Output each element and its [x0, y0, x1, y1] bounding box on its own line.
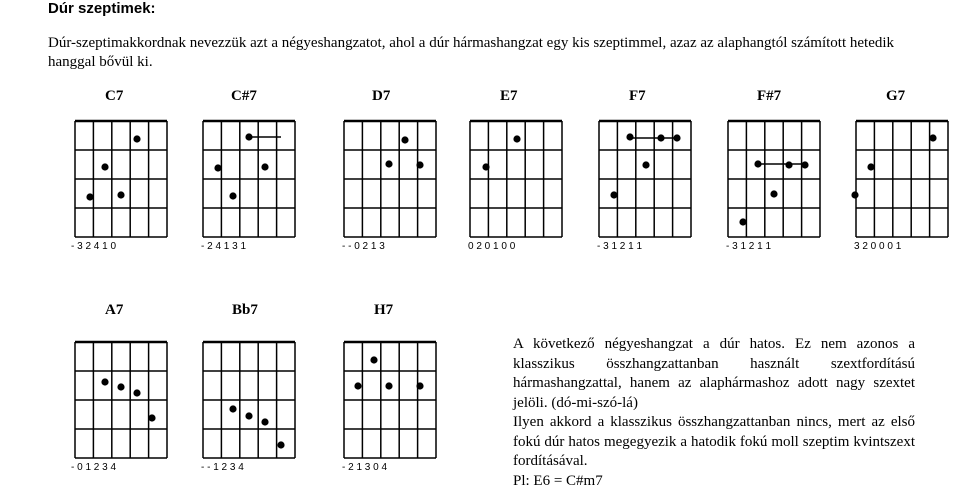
finger-dot: [754, 160, 761, 167]
finger-dot: [385, 382, 392, 389]
dur-hatos-paragraph: [513, 335, 915, 491]
finger-dot: [148, 414, 155, 421]
finger-dot: [867, 163, 874, 170]
finger-dot: [416, 161, 423, 168]
fingering-c7: - 3 2 4 1 0: [71, 241, 116, 252]
finger-dot: [229, 405, 236, 412]
finger-dot: [657, 134, 664, 141]
chord-name-c7: C7: [105, 88, 123, 105]
finger-dot: [626, 133, 633, 140]
finger-dot: [229, 192, 236, 199]
chord-name-h7: H7: [374, 302, 393, 319]
fretboard: [344, 342, 436, 458]
finger-dot: [86, 193, 93, 200]
finger-dot: [354, 382, 361, 389]
fingering-g7: 3 2 0 0 0 1: [854, 241, 901, 252]
finger-dot: [277, 441, 284, 448]
chord-name-fsharp7: F#7: [757, 88, 781, 105]
chord-name-f7: F7: [629, 88, 646, 105]
chord-name-e7: E7: [500, 88, 518, 105]
finger-dot: [133, 389, 140, 396]
finger-dot: [642, 161, 649, 168]
chord-name-a7: A7: [105, 302, 123, 319]
finger-dot: [370, 356, 377, 363]
finger-dot: [513, 135, 520, 142]
fretboard: [344, 121, 436, 237]
intro-paragraph: Dúr-szeptimakkordnak nevezzük azt a négyeshangzatot, ahol a dúr hármashangzat egy kis szeptimmel, azaz az alaphangtól számított hetedik hanggal bővül ki.: [48, 34, 928, 72]
finger-dot: [245, 133, 252, 140]
chord-name-g7: G7: [886, 88, 905, 105]
fretboard: [203, 342, 295, 458]
chord-name-bb7: Bb7: [232, 302, 258, 319]
chord-name-csharp7: C#7: [231, 88, 257, 105]
finger-dot: [261, 418, 268, 425]
fingering-e7: 0 2 0 1 0 0: [468, 241, 515, 252]
fingering-bb7: - - 1 2 3 4: [201, 462, 244, 473]
fingering-h7: - 2 1 3 0 4: [342, 462, 387, 473]
finger-dot: [673, 134, 680, 141]
fingering-f7: - 3 1 2 1 1: [597, 241, 642, 252]
finger-dot: [117, 191, 124, 198]
chord-name-d7: D7: [372, 88, 390, 105]
finger-dot: [929, 134, 936, 141]
finger-dot: [401, 136, 408, 143]
finger-dot: [101, 378, 108, 385]
paragraph-line-2: Ilyen akkord a klasszikus összhangzattanban nincs, mert az első fokú dúr hatos megegyezik a hatodik fokú moll szeptim kvintszext fordításával.: [513, 413, 915, 472]
finger-dot: [261, 163, 268, 170]
fretboard: [75, 121, 167, 237]
finger-dot: [785, 161, 792, 168]
section-heading: Dúr szeptimek:: [48, 0, 156, 17]
finger-dot: [117, 383, 124, 390]
fingering-csharp7: - 2 4 1 3 1: [201, 241, 246, 252]
finger-dot: [245, 412, 252, 419]
paragraph-line-1: A következő négyeshangzat a dúr hatos. Ez nem azonos a klasszikus összhangzattanban használt szextfordítású hármashangzattal, hanem az alaphármashoz adott nagy szextet jelöli. (dó-mi-szó-lá): [513, 335, 915, 413]
fingering-fsharp7: - 3 1 2 1 1: [726, 241, 771, 252]
paragraph-line-3: Pl: E6 = C#m7: [513, 472, 915, 491]
finger-dot: [385, 160, 392, 167]
finger-dot: [416, 382, 423, 389]
finger-dot: [801, 161, 808, 168]
finger-dot: [214, 164, 221, 171]
finger-dot: [133, 135, 140, 142]
finger-dot: [610, 191, 617, 198]
finger-dot: [770, 190, 777, 197]
fingering-d7: - - 0 2 1 3: [342, 241, 385, 252]
fingering-a7: - 0 1 2 3 4: [71, 462, 116, 473]
finger-dot: [739, 218, 746, 225]
finger-dot: [101, 163, 108, 170]
finger-dot: [851, 191, 858, 198]
fretboard: [75, 342, 167, 458]
finger-dot: [482, 163, 489, 170]
